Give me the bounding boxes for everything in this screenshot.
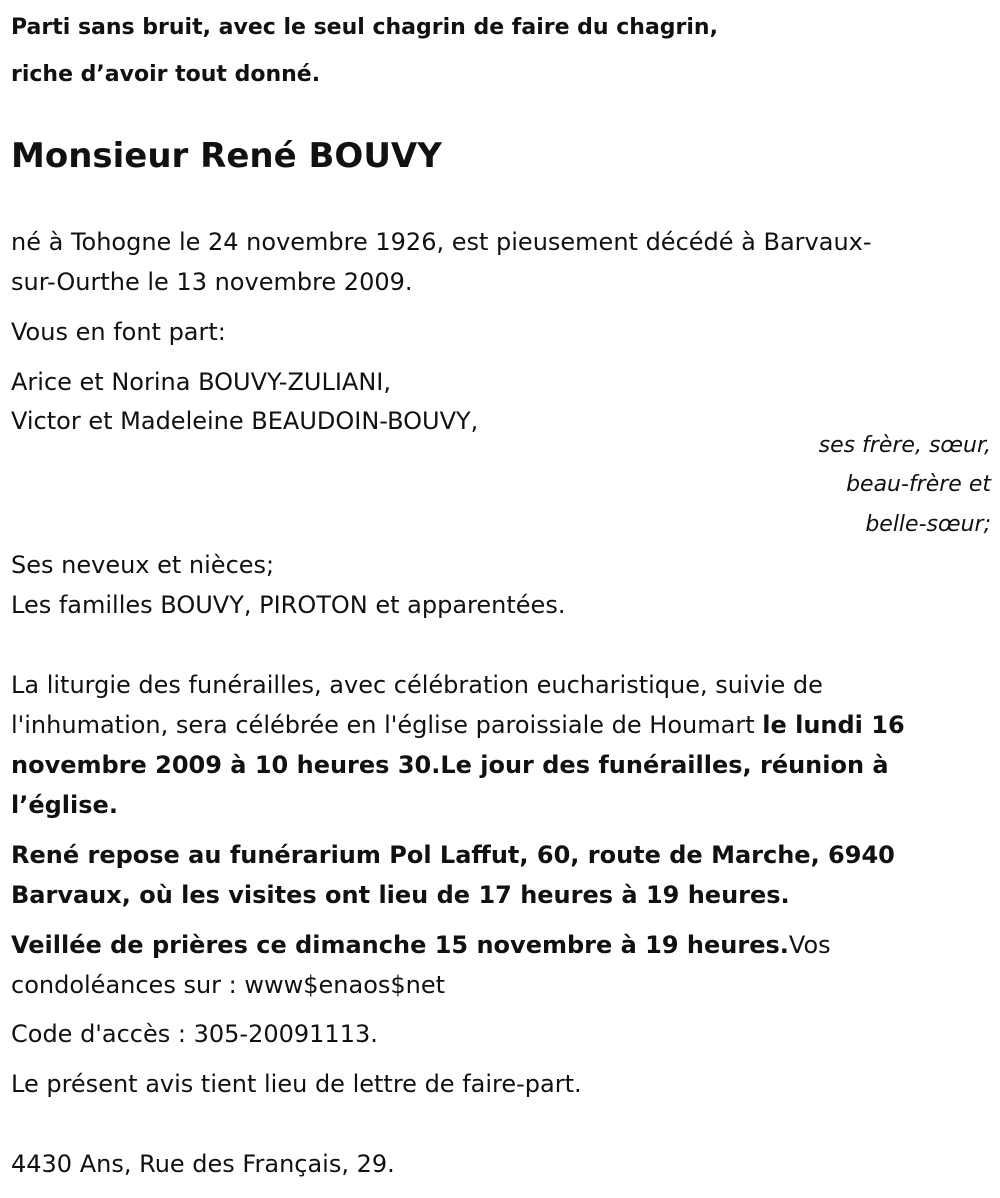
epigraph-line-2: riche d’avoir tout donné. (11, 62, 321, 87)
relation-line-2: beau-frère et (846, 472, 991, 497)
notice-line: Le présent avis tient lieu de lettre de faire-part. (11, 1070, 582, 1098)
condolences-line: condoléances sur : www$enaos$net (11, 971, 446, 999)
funeral-line-2 (11, 710, 905, 740)
vigil-line-1 (11, 930, 831, 960)
epigraph-line-1: Parti sans bruit, avec le seul chagrin de faire du chagrin, (11, 15, 718, 40)
access-code: Code d'accès : 305-20091113. (11, 1020, 378, 1048)
funeral-line-4: l’église. (11, 791, 118, 819)
deceased-name: Monsieur René BOUVY (11, 136, 442, 176)
address-line: 4430 Ans, Rue des Français, 29. (11, 1150, 395, 1178)
family-line-1: Arice et Norina BOUVY-ZULIANI, (11, 368, 391, 396)
funeral-line-3: novembre 2009 à 10 heures 30.Le jour des funérailles, réunion à (11, 751, 889, 779)
vigil-bold: Veillée de prières ce dimanche 15 novembre à 19 heures. (11, 931, 789, 959)
vigil-normal: Vos (788, 931, 831, 959)
nephews-line: Ses neveux et nièces; (11, 551, 275, 579)
repose-line-1: René repose au funérarium Pol Laffut, 60, route de Marche, 6940 (11, 841, 895, 869)
family-line-2: Victor et Madeleine BEAUDOIN-BOUVY, (11, 407, 479, 435)
birth-death-line-1: né à Tohogne le 24 novembre 1926, est pieusement décédé à Barvaux- (11, 228, 872, 256)
relation-line-3: belle-sœur; (865, 512, 991, 537)
funeral-date-bold: le lundi 16 (762, 711, 905, 739)
families-line: Les familles BOUVY, PIROTON et apparentées. (11, 591, 566, 619)
birth-death-line-2: sur-Ourthe le 13 novembre 2009. (11, 268, 413, 296)
funeral-line-1: La liturgie des funérailles, avec célébration eucharistique, suivie de (11, 671, 823, 699)
relation-line-1: ses frère, sœur, (818, 433, 991, 458)
announcers-intro: Vous en font part: (11, 318, 226, 346)
repose-line-2: Barvaux, où les visites ont lieu de 17 heures à 19 heures. (11, 881, 790, 909)
funeral-line-2-normal: l'inhumation, sera célébrée en l'église paroissiale de Houmart (11, 711, 763, 739)
